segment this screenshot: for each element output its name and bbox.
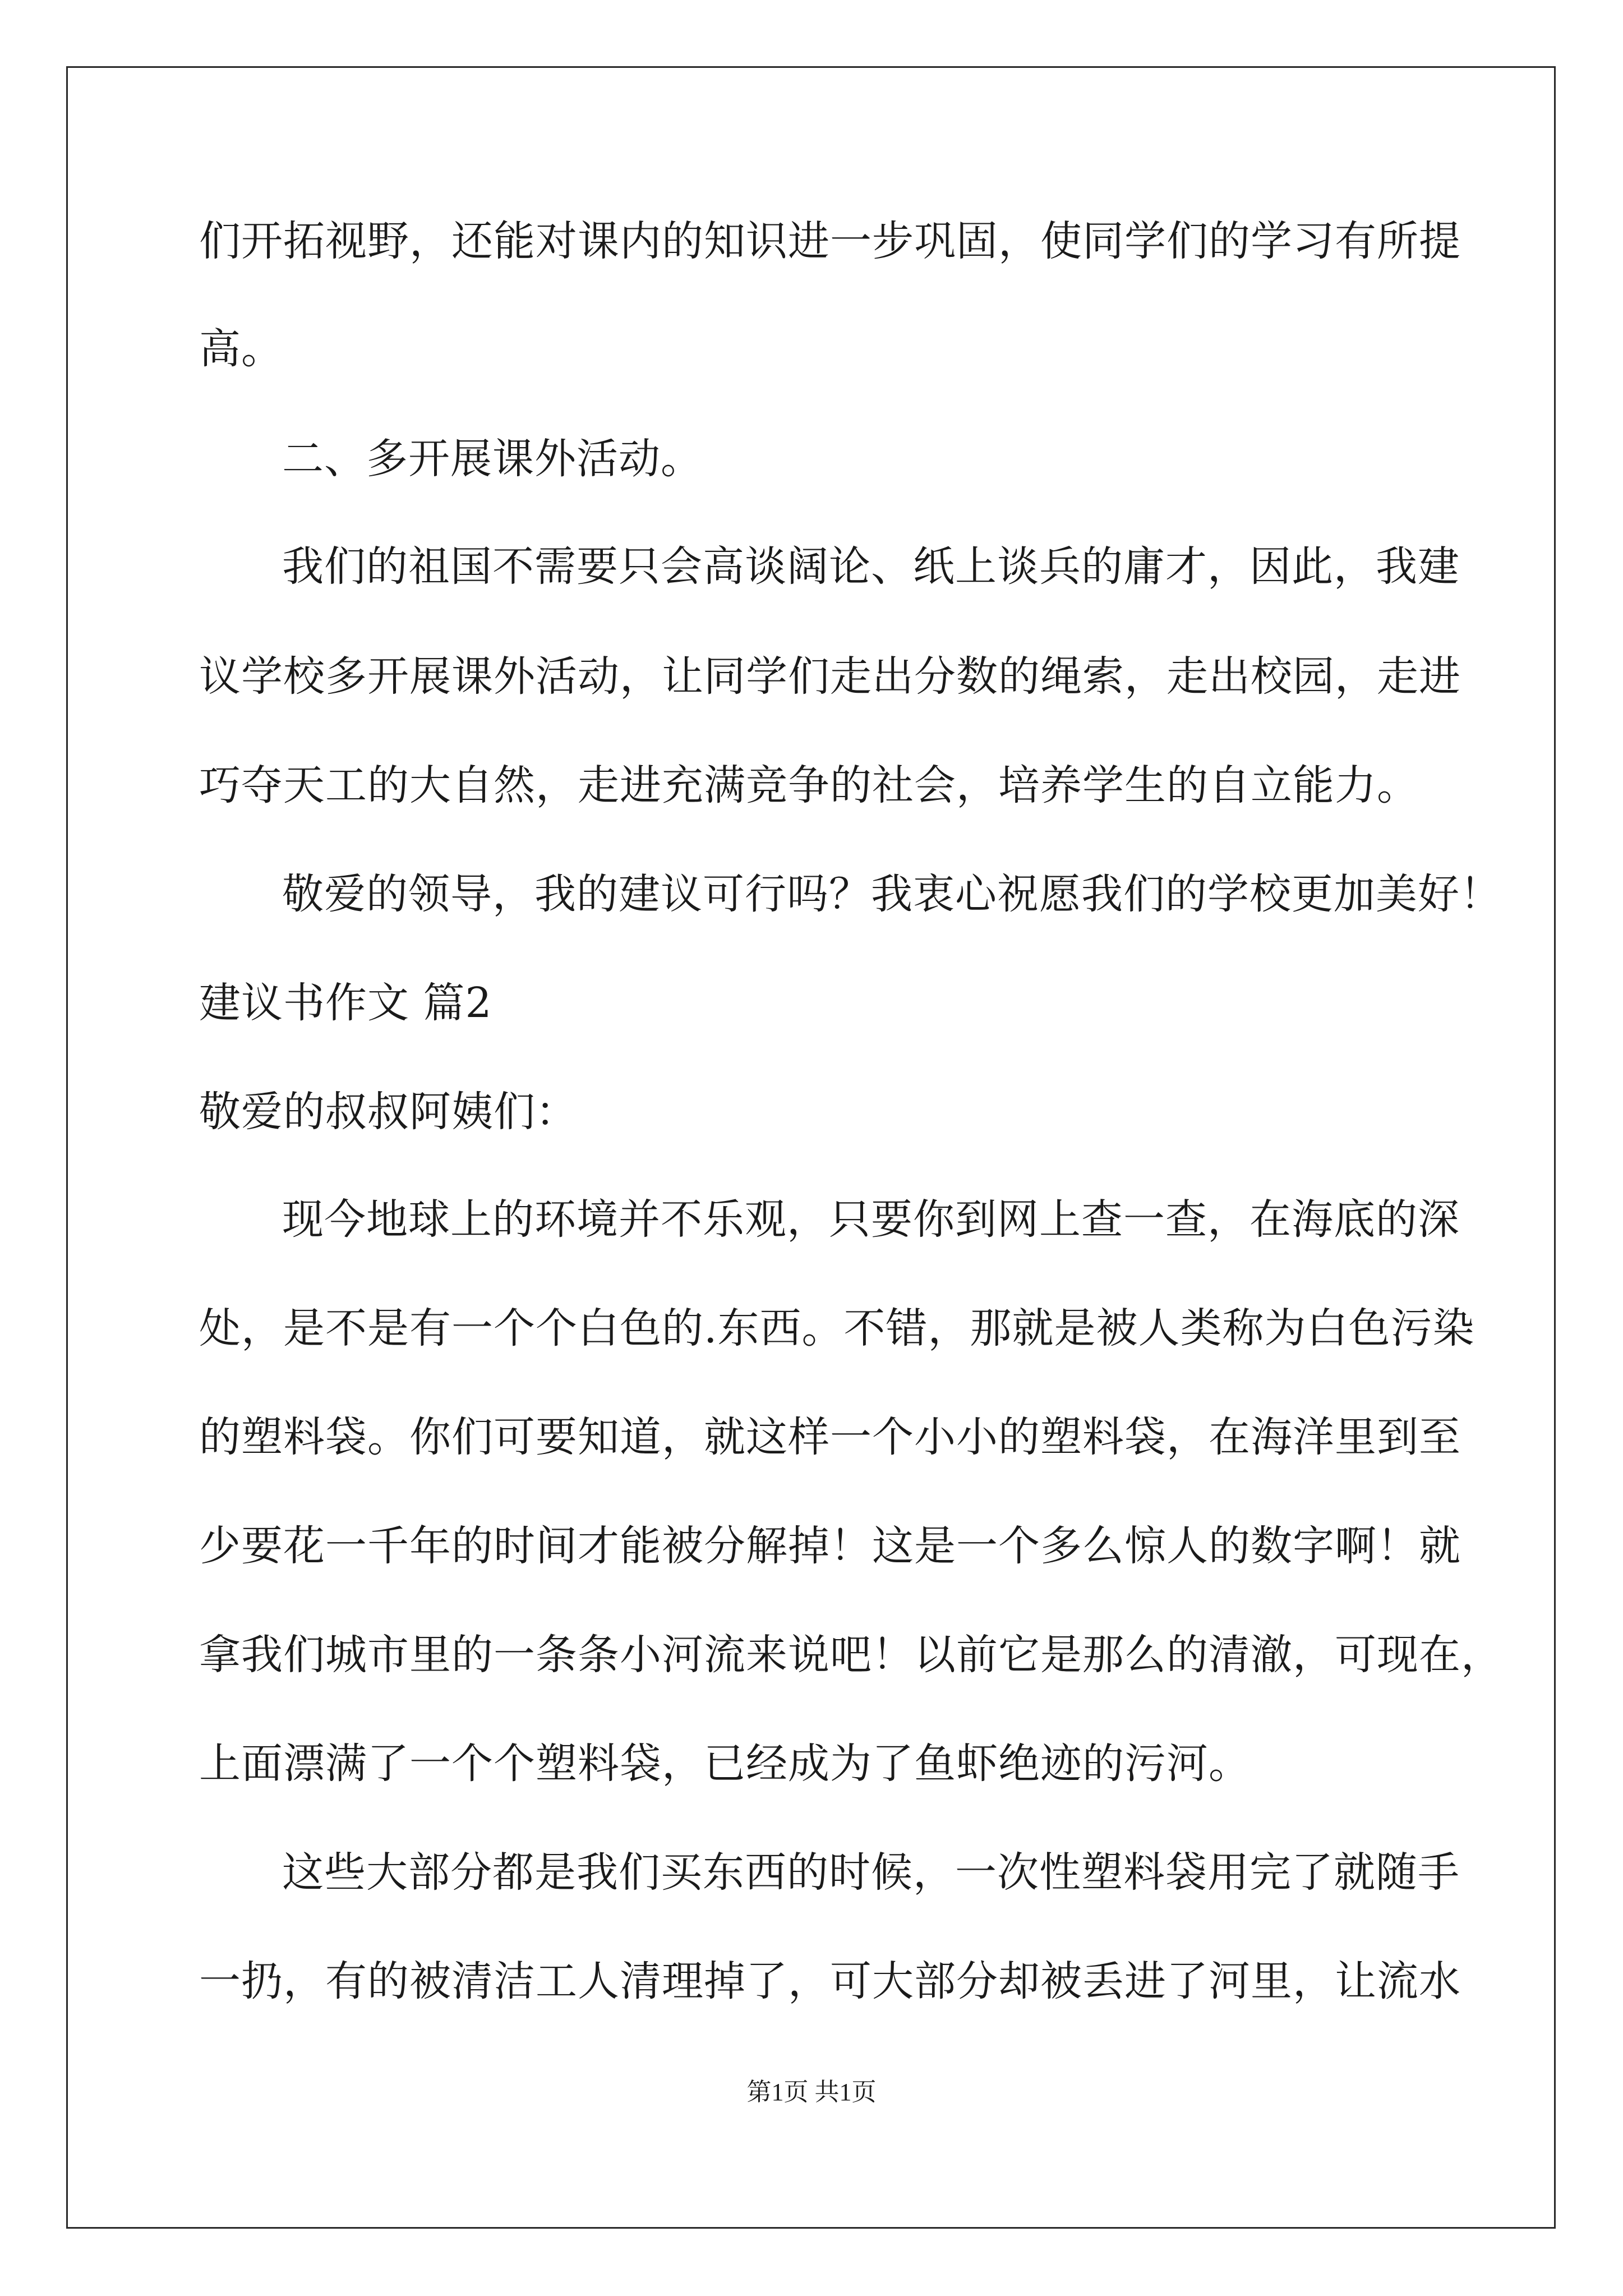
salutation: 敬爱的叔叔阿姨们： bbox=[199, 1088, 578, 1136]
paragraph-line: 处，是不是有一个个白色的.东西。不错，那就是被人类称为白色污染 bbox=[199, 1304, 1475, 1352]
paragraph-line: 这些大部分都是我们买东西的时候，一次性塑料袋用完了就随手 bbox=[282, 1848, 1460, 1897]
section-heading: 二、多开展课外活动。 bbox=[282, 435, 703, 483]
page-border bbox=[66, 66, 1556, 2229]
page-number-footer: 第1页 共1页 bbox=[746, 2078, 877, 2106]
paragraph-line: 议学校多开展课外活动，让同学们走出分数的绳索，走出校园，走进 bbox=[199, 652, 1461, 701]
paragraph-line: 拿我们城市里的一条条小河流来说吧！以前它是那么的清澈，可现在， bbox=[199, 1631, 1503, 1679]
paragraph-line: 少要花一千年的时间才能被分解掉！这是一个多么惊人的数字啊！就 bbox=[199, 1522, 1461, 1570]
paragraph-line: 高。 bbox=[199, 325, 283, 373]
essay-title: 建议书作文 篇2 bbox=[199, 979, 492, 1027]
paragraph-line: 巧夺天工的大自然，走进充满竞争的社会，培养学生的自立能力。 bbox=[199, 761, 1419, 809]
paragraph-line: 上面漂满了一个个塑料袋，已经成为了鱼虾绝迹的污河。 bbox=[199, 1740, 1251, 1788]
paragraph-line: 一扔，有的被清洁工人清理掉了，可大部分却被丢进了河里，让流水 bbox=[199, 1957, 1461, 2005]
paragraph-line: 现今地球上的环境并不乐观，只要你到网上查一查，在海底的深 bbox=[282, 1195, 1460, 1244]
paragraph-line: 敬爱的领导，我的建议可行吗？我衷心祝愿我们的学校更加美好！ bbox=[282, 870, 1502, 918]
paragraph-line: 们开拓视野，还能对课内的知识进一步巩固，使同学们的学习有所提 bbox=[199, 217, 1461, 265]
paragraph-line: 的塑料袋。你们可要知道，就这样一个小小的塑料袋，在海洋里到至 bbox=[199, 1413, 1461, 1461]
paragraph-line: 我们的祖国不需要只会高谈阔论、纸上谈兵的庸才，因此，我建 bbox=[282, 542, 1460, 591]
